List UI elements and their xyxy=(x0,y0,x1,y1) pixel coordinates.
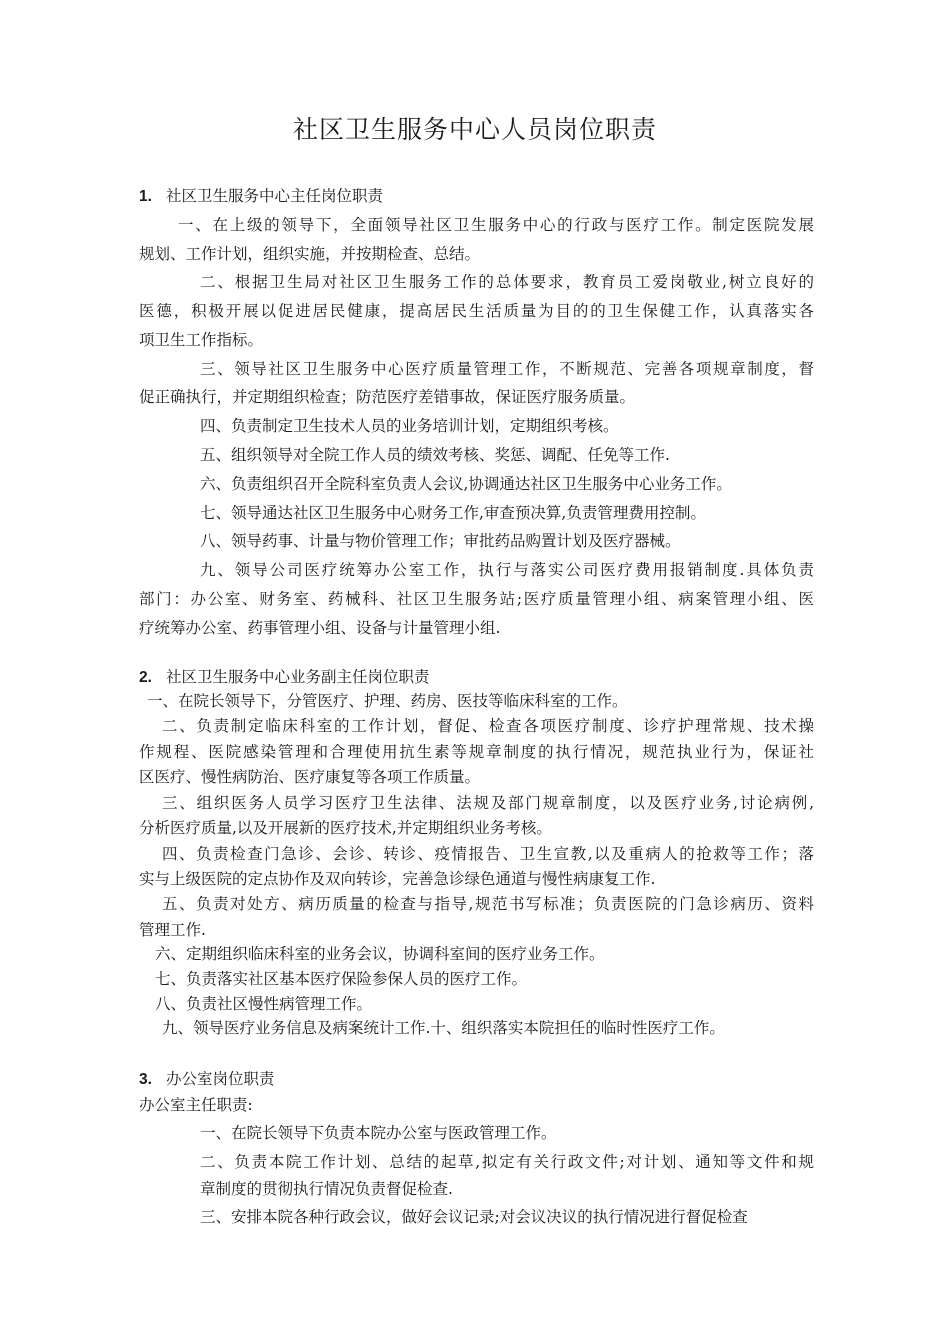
s1-p3-line1: 三、领导社区卫生服务中心医疗质量管理工作，不断规范、完善各项规章制度，督 xyxy=(200,360,814,378)
s1-p2-line1: 二、根据卫生局对社区卫生服务工作的总体要求，教育员工爱岗敬业,树立良好的 xyxy=(200,273,814,291)
s3-p1: 一、在院长领导下负责本院办公室与医政管理工作。 xyxy=(200,1124,557,1142)
section-2-number: 2. xyxy=(139,669,152,686)
s2-p5-line1: 五、负责对处方、病历质量的检查与指导,规范书写标准；负责医院的门急诊病历、资料 xyxy=(162,895,814,913)
s2-p3-line1: 三、组织医务人员学习医疗卫生法律、法规及部门规章制度，以及医疗业务,讨论病例, xyxy=(162,794,814,812)
s2-p9: 九、领导医疗业务信息及病案统计工作.十、组织落实本院担任的临时性医疗工作。 xyxy=(162,1019,725,1037)
s1-p7: 七、领导通达社区卫生服务中心财务工作,审查预决算,负责管理费用控制。 xyxy=(200,504,706,522)
s2-p2-line1: 二、负责制定临床科室的工作计划，督促、检查各项医疗制度、诊疗护理常规、技术操 xyxy=(162,717,814,735)
s2-p1: 一、在院长领导下，分管医疗、护理、药房、医技等临床科室的工作。 xyxy=(147,692,628,710)
s2-p4-line1: 四、负责检查门急诊、会诊、转诊、疫情报告、卫生宣教,以及重病人的抢救等工作；落 xyxy=(162,845,814,863)
s1-p9-line3: 疗统筹办公室、药事管理小组、设备与计量管理小组. xyxy=(139,619,501,637)
s3-p2-line1: 二、负责本院工作计划、总结的起草,拟定有关行政文件;对计划、通知等文件和规 xyxy=(200,1153,814,1171)
s1-p1-line1: 一、在上级的领导下，全面领导社区卫生服务中心的行政与医疗工作。制定医院发展 xyxy=(178,216,814,234)
section-3-number: 3. xyxy=(139,1071,152,1088)
s1-p8: 八、领导药事、计量与物价管理工作；审批药品购置计划及医疗器械。 xyxy=(200,532,681,550)
section-1-heading xyxy=(139,185,383,208)
s2-p4-line2: 实与上级医院的定点协作及双向转诊，完善急诊绿色通道与慢性病康复工作. xyxy=(139,870,656,888)
s2-p8: 八、负责社区慢性病管理工作。 xyxy=(155,995,373,1013)
s3-p2-line2: 章制度的贯彻执行情况负责督促检查. xyxy=(200,1180,453,1198)
s3-subheading: 办公室主任职责: xyxy=(139,1096,253,1114)
s1-p5: 五、组织领导对全院工作人员的绩效考核、奖惩、调配、任免等工作. xyxy=(200,446,670,464)
s1-p9-line1: 九、领导公司医疗统筹办公室工作，执行与落实公司医疗费用报销制度.具体负责 xyxy=(200,561,814,579)
s3-p3: 三、安排本院各种行政会议，做好会议记录;对会议决议的执行情况进行督促检查 xyxy=(200,1208,748,1226)
section-3-title: 办公室岗位职责 xyxy=(165,1070,275,1088)
section-1-title: 社区卫生服务中心主任岗位职责 xyxy=(165,187,383,205)
s2-p5-line2: 管理工作. xyxy=(139,921,206,939)
s1-p2-line3: 项卫生工作指标。 xyxy=(139,331,264,349)
page-title: 社区卫生服务中心人员岗位职责 xyxy=(292,115,657,144)
s2-p3-line2: 分析医疗质量,以及开展新的医疗技术,并定期组织业务考核。 xyxy=(139,819,552,837)
s1-p6: 六、负责组织召开全院科室负责人会议,协调通达社区卫生服务中心业务工作。 xyxy=(200,475,732,493)
s1-p2-line2: 医德，积极开展以促进居民健康，提高居民生活质量为目的的卫生保健工作，认真落实各 xyxy=(139,302,814,320)
s2-p2-line3: 区医疗、慢性病防治、医疗康复等各项工作质量。 xyxy=(139,768,481,786)
s2-p7: 七、负责落实社区基本医疗保险参保人员的医疗工作。 xyxy=(155,970,528,988)
s1-p9-line2: 部门：办公室、财务室、药械科、社区卫生服务站;医疗质量管理小组、病案管理小组、医 xyxy=(139,590,814,608)
s1-p1-line2: 规划、工作计划，组织实施，并按期检查、总结。 xyxy=(139,245,481,263)
s1-p3-line2: 促正确执行，并定期组织检查；防范医疗差错事故，保证医疗服务质量。 xyxy=(139,388,636,406)
s1-p4: 四、负责制定卫生技术人员的业务培训计划，定期组织考核。 xyxy=(200,417,619,435)
section-2-title: 社区卫生服务中心业务副主任岗位职责 xyxy=(165,668,430,686)
s2-p6: 六、定期组织临床科室的业务会议，协调科室间的医疗业务工作。 xyxy=(155,945,605,963)
s2-p2-line2: 作规程、医院感染管理和合理使用抗生素等规章制度的执行情况，规范执业行为，保证社 xyxy=(139,743,814,761)
section-3-heading xyxy=(139,1068,274,1091)
section-2-heading xyxy=(139,666,429,689)
section-1-number: 1. xyxy=(139,188,152,205)
